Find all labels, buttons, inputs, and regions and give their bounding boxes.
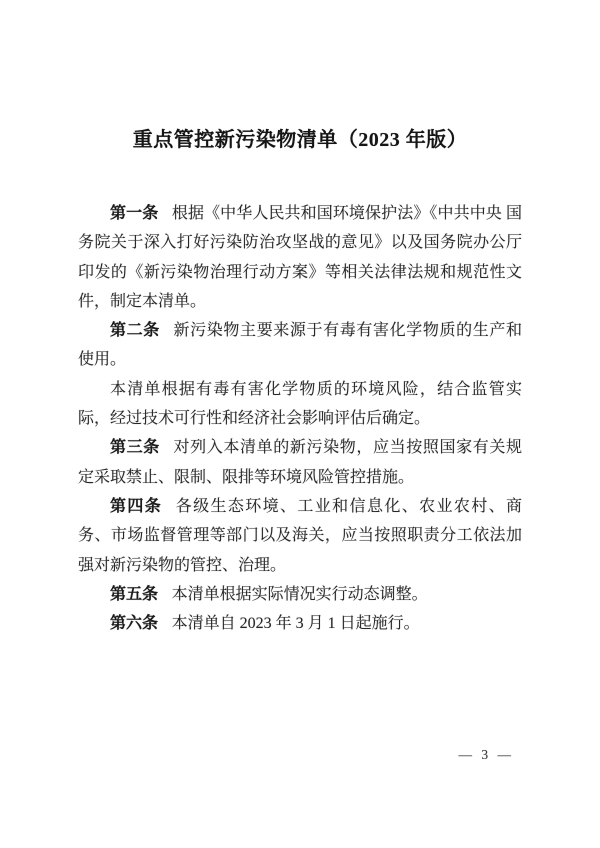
article-text: 本清单自 2023 年 3 月 1 日起施行。	[171, 615, 420, 633]
article-text: 本清单根据有毒有害化学物质的环境风险，结合监管实际，经过技术可行性和经济社会影响评估后确定。	[78, 380, 522, 428]
article-paragraph-2	[78, 316, 522, 375]
document-title: 重点管控新污染物清单（2023 年版）	[132, 129, 468, 151]
article-text: 对列入本清单的新污染物，应当按照国家有关规定采取禁止、限制、限排等环境风险管控措施。	[78, 439, 522, 486]
article-paragraph-2-continued	[78, 375, 522, 434]
document-content	[78, 127, 522, 638]
article-label: 第四条	[110, 497, 163, 515]
article-label: 第五条	[110, 585, 159, 603]
article-text: 各级生态环境、工业和信息化、农业农村、商务、市场监督管理等部门以及海关，应当按照职责分工依法加强对新污染物的管控、治理。	[78, 497, 522, 574]
article-paragraph-5	[78, 580, 522, 609]
page-number: — 3 —	[458, 747, 514, 762]
article-label: 第三条	[110, 439, 160, 457]
article-paragraph-6	[78, 609, 522, 638]
article-label: 第二条	[110, 322, 160, 340]
article-text: 本清单根据实际情况实行动态调整。	[171, 585, 428, 603]
article-label: 第一条	[110, 205, 159, 222]
article-paragraph-1	[78, 199, 522, 316]
article-paragraph-4	[78, 492, 522, 580]
article-text: 根据《中华人民共和国环境保护法》《中共中央 国务院关于深入打好污染防治攻坚战的意见》以及国务院办公厅印发的《新污染物治理行动方案》等相关法律法规和规范性文件，制定本清单。	[78, 205, 522, 310]
article-text: 新污染物主要来源于有毒有害化学物质的生产和使用。	[78, 322, 522, 369]
article-paragraph-3	[78, 433, 522, 492]
article-label: 第六条	[110, 615, 159, 633]
